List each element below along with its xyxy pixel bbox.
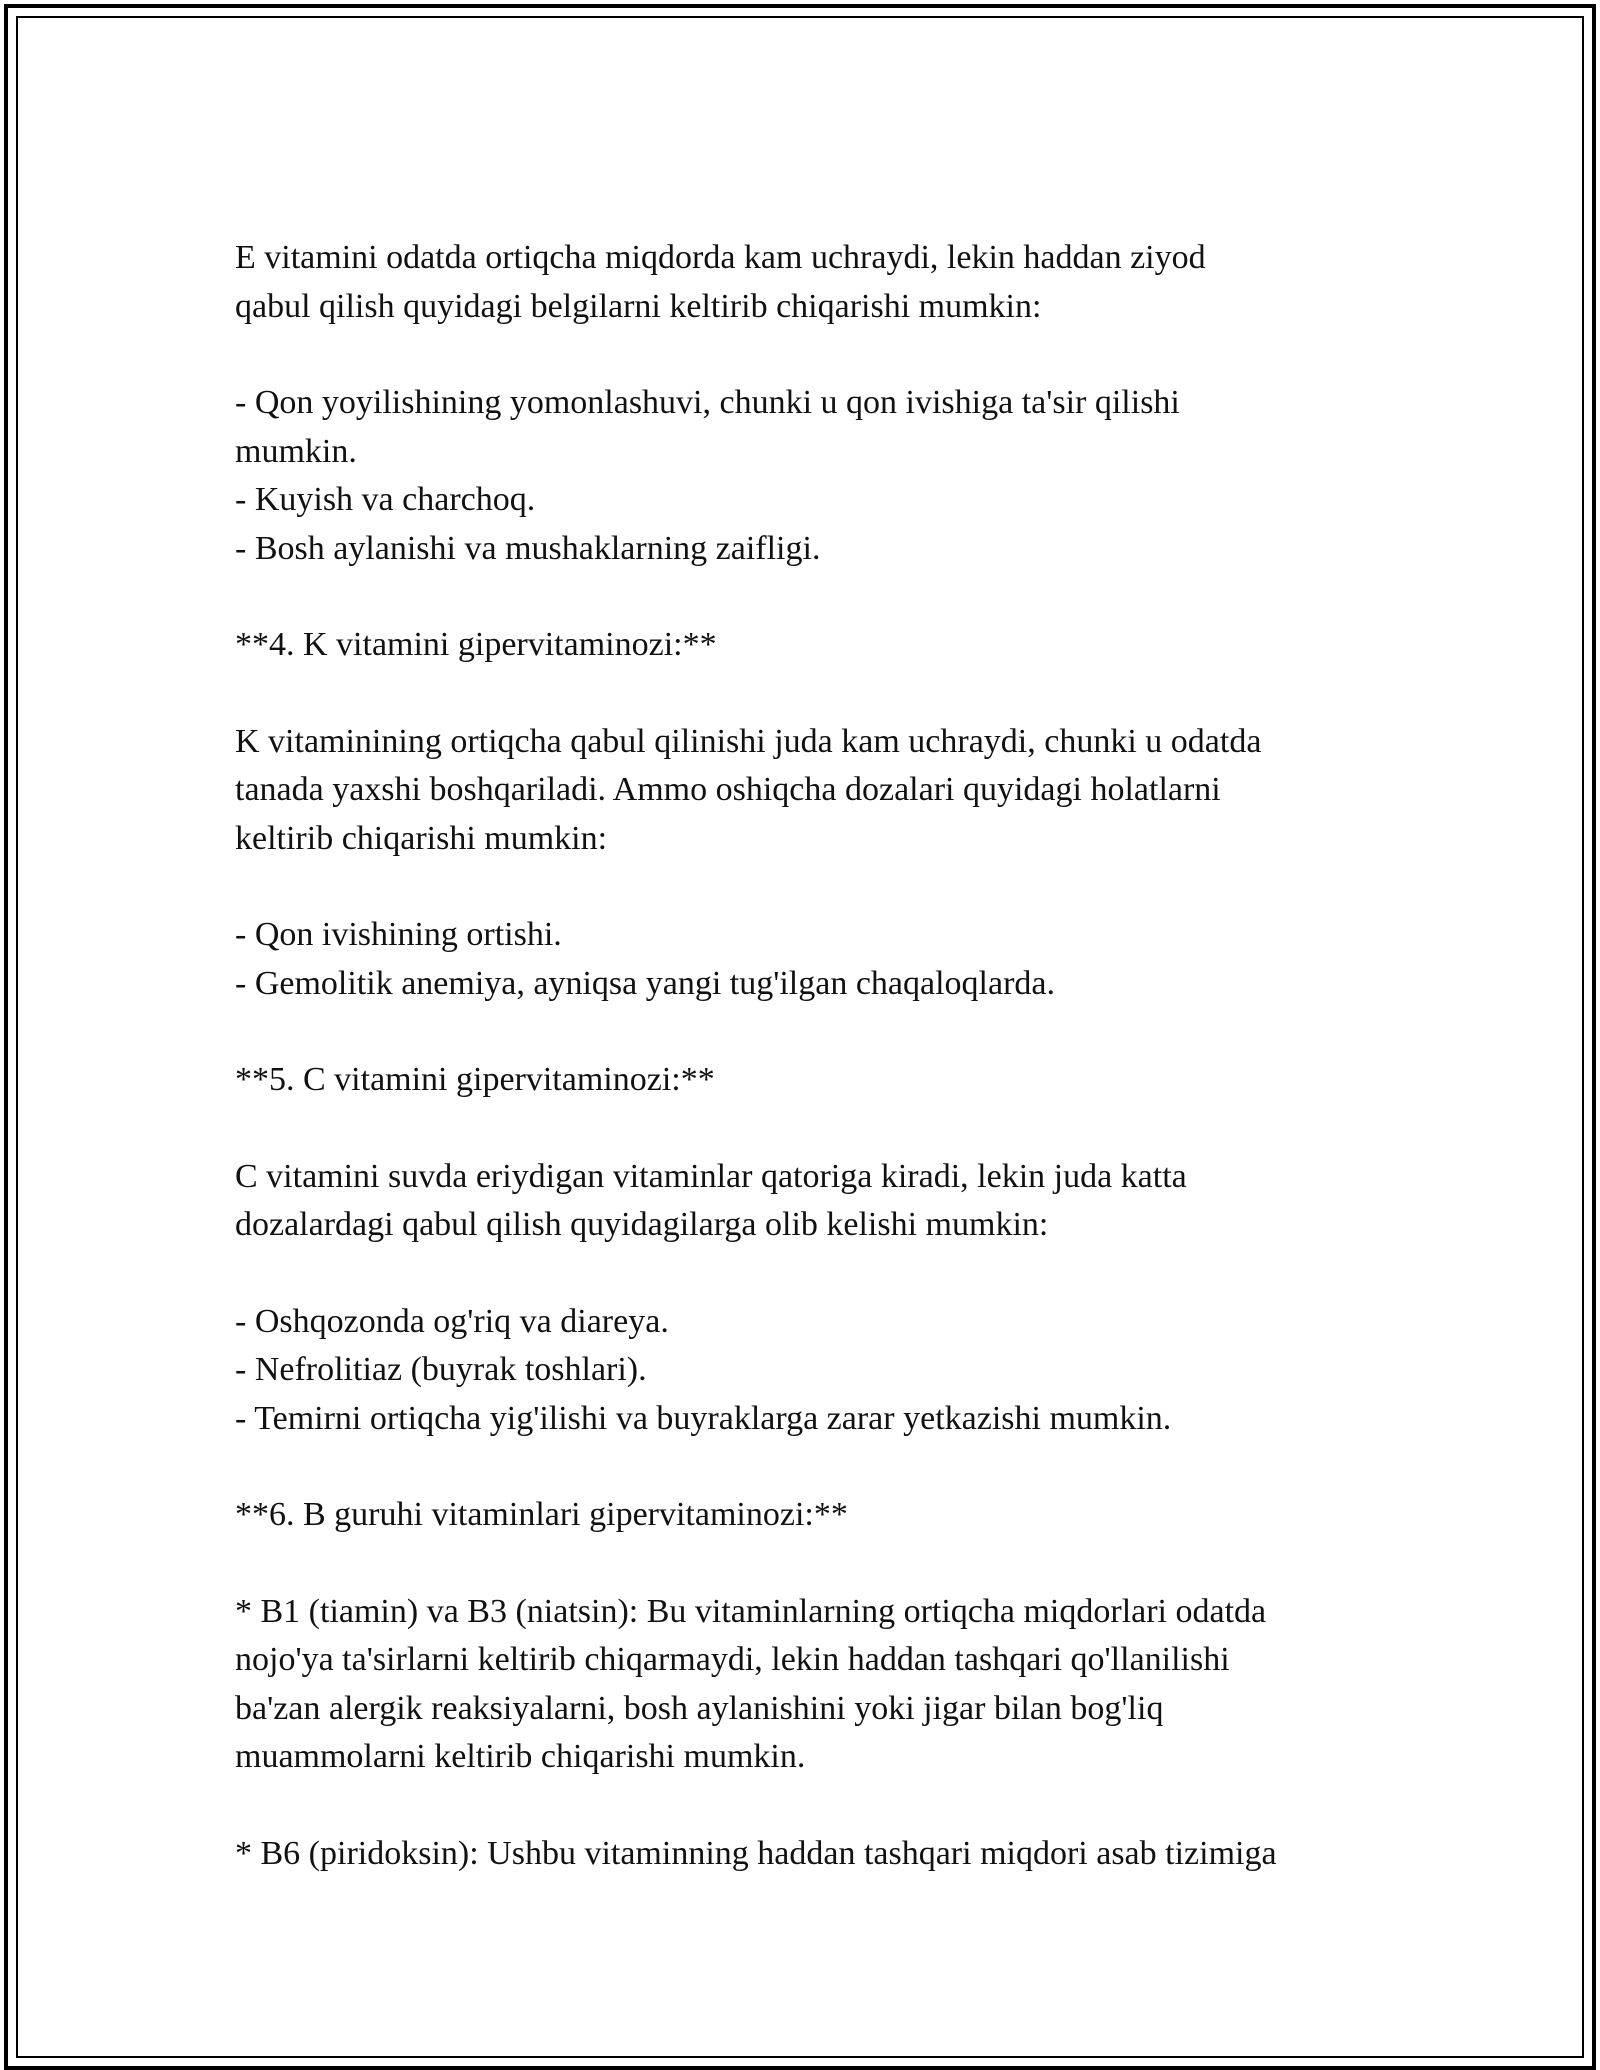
text-line: * B1 (tiamin) va B3 (niatsin): Bu vitaminlarning ortiqcha miqdorlari odatda <box>235 1592 1267 1630</box>
list-item: - Bosh aylanishi va mushaklarning zaifligi. <box>235 529 821 567</box>
text-line: muammolarni keltirib chiqarishi mumkin. <box>235 1738 806 1775</box>
section-heading-vitamin-k: **4. K vitamini gipervitaminozi:** <box>235 626 717 663</box>
section-heading-vitamin-b: **6. B guruhi vitaminlari gipervitaminozi:** <box>235 1496 848 1533</box>
paragraph-vitamin-c <box>235 1153 1415 1250</box>
section-heading-vitamin-c: **5. C vitamini gipervitaminozi:** <box>235 1061 715 1098</box>
list-item: - Temirni ortiqcha yig'ilishi va buyraklarga zarar yetkazishi mumkin. <box>235 1399 1172 1437</box>
text-line: E vitamini odatda ortiqcha miqdorda kam uchraydi, lekin haddan ziyod <box>235 239 1206 276</box>
list-item: - Nefrolitiaz (buyrak toshlari). <box>235 1351 647 1388</box>
text-line: dozalardagi qabul qilish quyidagilarga olib kelishi mumkin: <box>235 1206 1049 1243</box>
list-item: - Qon yoyilishining yomonlashuvi, chunki u qon ivishiga ta'sir qilishi <box>235 384 1180 421</box>
symptom-list-vitamin-c <box>235 1298 1415 1444</box>
list-item: - Kuyish va charchoq. <box>235 481 536 518</box>
text-line: ba'zan alergik reaksiyalarni, bosh aylanishini yoki jigar bilan bog'liq <box>235 1689 1164 1727</box>
text-line: tanada yaxshi boshqariladi. Ammo oshiqcha dozalari quyidagi holatlarni <box>235 771 1221 808</box>
symptom-list-vitamin-e <box>235 379 1415 573</box>
text-line: K vitaminining ortiqcha qabul qilinishi juda kam uchraydi, chunki u odatda <box>235 722 1262 760</box>
text-line: C vitamini suvda eriydigan vitaminlar qatoriga kiradi, lekin juda katta <box>235 1157 1187 1195</box>
paragraph-b6 <box>235 1830 1415 1879</box>
list-item: mumkin. <box>235 432 357 470</box>
paragraph-vitamin-k <box>235 718 1415 864</box>
text-line: nojo'ya ta'sirlarni keltirib chiqarmaydi, lekin haddan tashqari qo'llanilishi <box>235 1641 1230 1678</box>
intro-paragraph-vitamin-e <box>235 234 1415 331</box>
list-item: - Qon ivishining ortishi. <box>235 916 562 953</box>
document-body <box>235 234 1415 1926</box>
list-item: - Gemolitik anemiya, ayniqsa yangi tug'ilgan chaqaloqlarda. <box>235 964 1055 1002</box>
list-item: - Oshqozonda og'riq va diareya. <box>235 1302 669 1340</box>
text-line: * B6 (piridoksin): Ushbu vitaminning haddan tashqari miqdori asab tizimiga <box>235 1834 1277 1872</box>
paragraph-b1-b3 <box>235 1588 1415 1782</box>
text-line: qabul qilish quyidagi belgilarni keltirib chiqarishi mumkin: <box>235 287 1042 325</box>
symptom-list-vitamin-k <box>235 911 1415 1008</box>
text-line: keltirib chiqarishi mumkin: <box>235 819 608 857</box>
